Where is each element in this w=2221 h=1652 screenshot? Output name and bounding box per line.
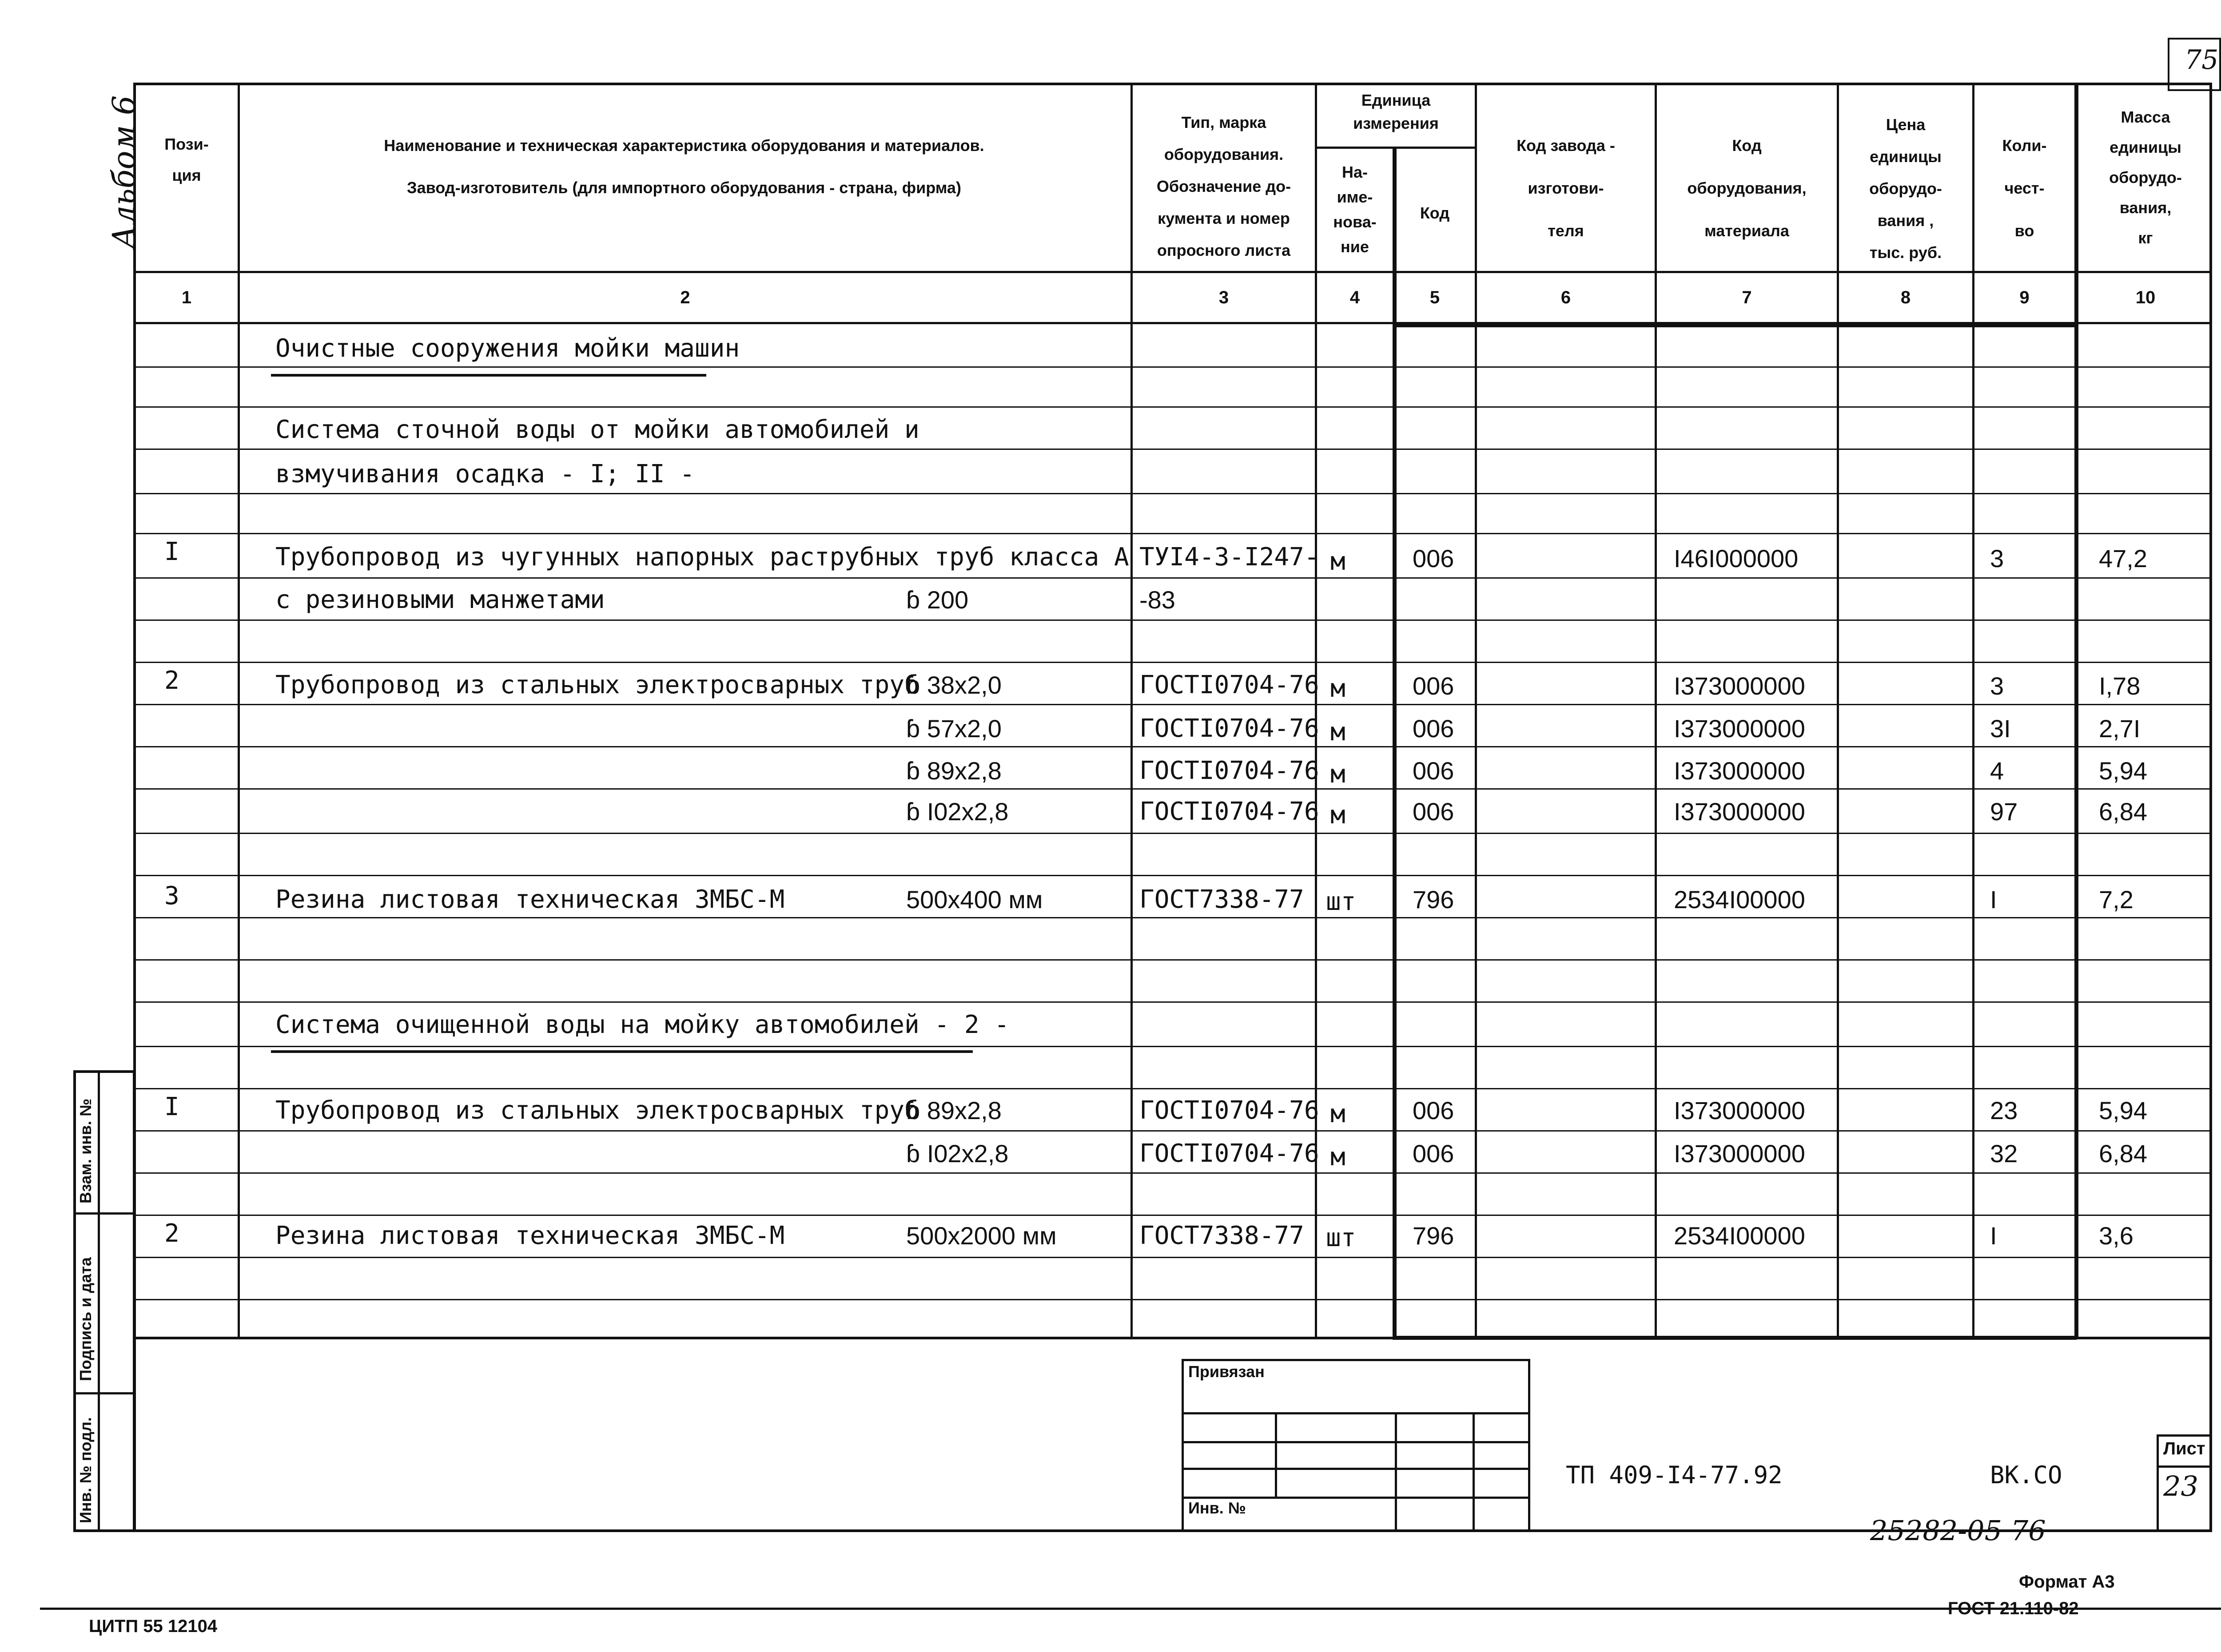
row-qty: 23: [1990, 1096, 2018, 1124]
header-unit-name: На- име- нова- ние: [1333, 163, 1377, 256]
row-code: 796: [1413, 886, 1454, 913]
row-code: 006: [1413, 544, 1454, 572]
row-type: ГОСТI0704-76: [1139, 714, 1319, 743]
header-equip-code: Код оборудования, материала: [1687, 136, 1807, 240]
row-mass: 5,94: [2099, 1096, 2147, 1124]
row-unit: шт: [1326, 1223, 1356, 1252]
col-num-8: 8: [1900, 288, 1911, 307]
row-type: ГОСТ7338-77: [1139, 1221, 1304, 1250]
row-mass: 47,2: [2099, 544, 2147, 572]
side-stamp-signature-date: Подпись и дата: [76, 1257, 95, 1381]
row-type: ГОСТI0704-76: [1139, 1139, 1319, 1168]
format-label: Формат А3: [2019, 1572, 2115, 1592]
col-num-3: 3: [1218, 288, 1229, 307]
row-dim: 500х2000 мм: [906, 1222, 1057, 1250]
row-unit: м: [1330, 801, 1345, 830]
col-num-4: 4: [1349, 288, 1360, 307]
header-name: Наименование и техническая характеристика оборудования и материалов. Завод-изготовитель (для импортного оборудования - страна, фирма): [384, 136, 984, 197]
row-name: Резина листовая техническая ЗМБС-М: [275, 1221, 785, 1250]
row-qty: 4: [1990, 757, 2004, 785]
row-mass: 7,2: [2099, 886, 2133, 913]
row-unit: м: [1330, 1100, 1345, 1128]
row-dim: ɓ I02х2,8: [906, 1140, 1009, 1168]
row-code: 796: [1413, 1222, 1454, 1250]
row-equip: I373000000: [1674, 757, 1805, 785]
section-underline-1: [271, 374, 706, 377]
row-code: 006: [1413, 1096, 1454, 1124]
doc-code: ТП 409-I4-77.92: [1566, 1461, 1783, 1489]
sheet-number: 23: [2163, 1470, 2198, 1502]
row-dim: ɓ 38х2,0: [906, 671, 1002, 699]
title-block-frame: [133, 1337, 2212, 1532]
row-qty: 97: [1990, 798, 2018, 826]
row-name: Трубопровод из чугунных напорных раструбных труб класса А: [275, 543, 1129, 572]
privyazan-label: Привязан: [1188, 1362, 1265, 1381]
row-type: ГОСТI0704-76: [1139, 797, 1319, 826]
row-dim: ɓ 89х2,8: [906, 757, 1002, 785]
section-title-2: Система очищенной воды на мойку автомобилей - 2 -: [275, 1010, 1010, 1039]
side-stamp-replace-inv: Взам. инв. №: [76, 1098, 95, 1203]
header-qty: Коли- чест- во: [2002, 136, 2047, 240]
row-dim: ɓ 89х2,8: [906, 1096, 1002, 1124]
row-unit: м: [1330, 718, 1345, 747]
row-equip: I373000000: [1674, 1096, 1805, 1124]
row-name: Система сточной воды от мойки автомобилей и: [275, 415, 919, 444]
row-qty: 32: [1990, 1140, 2018, 1168]
row-name: Трубопровод из стальных электросварных труб: [275, 671, 919, 699]
col-num-5: 5: [1429, 288, 1440, 307]
col-num-1: 1: [181, 288, 192, 307]
album-label: Альбом 6: [106, 95, 142, 249]
row-code: 006: [1413, 672, 1454, 700]
header-type: Тип, марка оборудования. Обозначение до- кумента и номер опросного листа: [1156, 113, 1291, 259]
col-num-2: 2: [680, 288, 690, 307]
row-equip: 2534I00000: [1674, 1222, 1805, 1250]
row-type: ТУI4-3-I247-: [1139, 543, 1319, 572]
row-mass: I,78: [2099, 672, 2141, 700]
row-qty: I: [1990, 886, 1997, 913]
row-dim: ɓ I02х2,8: [906, 798, 1009, 826]
col-num-9: 9: [2019, 288, 2030, 307]
page-number: 75: [2185, 44, 2219, 75]
row-qty: 3: [1990, 672, 2004, 700]
row-code: 006: [1413, 757, 1454, 785]
row-unit: м: [1330, 760, 1345, 789]
row-code: 006: [1413, 715, 1454, 743]
row-mass: 5,94: [2099, 757, 2147, 785]
row-unit: шт: [1326, 887, 1356, 916]
row-pos: I: [164, 537, 179, 566]
row-type: ГОСТI0704-76: [1139, 1096, 1319, 1125]
header-factory-code: Код завода - изготови- теля: [1516, 136, 1615, 240]
section-title-1: Очистные сооружения мойки машин: [275, 334, 740, 363]
row-equip: I373000000: [1674, 672, 1805, 700]
row-equip: I373000000: [1674, 715, 1805, 743]
row-mass: 6,84: [2099, 798, 2147, 826]
row-dim: 500х400 мм: [906, 886, 1043, 913]
sheet-code: ВК.СО: [1990, 1461, 2062, 1489]
row-mass: 2,7I: [2099, 715, 2141, 743]
section-underline-2: [271, 1050, 973, 1053]
gost-label: ГОСТ 21.110-82: [1948, 1599, 2079, 1618]
handwritten-number: 25282-05 76: [1870, 1514, 2046, 1547]
row-pos: 3: [164, 882, 179, 910]
row-code: 006: [1413, 1140, 1454, 1168]
row-equip: I373000000: [1674, 1140, 1805, 1168]
row-equip: I46I000000: [1674, 544, 1799, 572]
col-num-7: 7: [1742, 288, 1752, 307]
inv-no-label: Инв. №: [1188, 1499, 1246, 1517]
header-unit-code: Код: [1420, 204, 1450, 222]
col-num-6: 6: [1560, 288, 1571, 307]
col-num-10: 10: [2135, 288, 2156, 307]
side-stamp-orig-inv: Инв. № подл.: [76, 1417, 95, 1523]
row-code: 006: [1413, 798, 1454, 826]
row-dim: ɓ 57х2,0: [906, 715, 1002, 743]
row-mass: 6,84: [2099, 1140, 2147, 1168]
sheet-label: Лист: [2163, 1439, 2205, 1458]
row-equip: 2534I00000: [1674, 886, 1805, 913]
header-pos: Пози- ция: [164, 135, 209, 184]
row-name: с резиновыми манжетами: [275, 585, 605, 614]
row-qty: 3: [1990, 544, 2004, 572]
header-mass: Масса единицы оборудо- вания, кг: [2109, 108, 2182, 247]
row-equip: I373000000: [1674, 798, 1805, 826]
header-unit-group: Единица измерения: [1353, 91, 1439, 132]
row-pos: I: [164, 1092, 179, 1121]
row-qty: I: [1990, 1222, 1997, 1250]
row-qty: 3I: [1990, 715, 2011, 743]
row-pos: 2: [164, 666, 179, 695]
row-name: взмучивания осадка - I; II -: [275, 460, 695, 488]
row-unit: м: [1330, 547, 1345, 576]
row-type: ГОСТ7338-77: [1139, 885, 1304, 914]
header-price: Цена единицы оборудо- вания , тыс. руб.: [1869, 115, 1942, 262]
row-unit: м: [1330, 1143, 1345, 1171]
row-name: Трубопровод из стальных электросварных труб: [275, 1096, 919, 1125]
row-unit: м: [1330, 674, 1345, 703]
row-type: ГОСТI0704-76: [1139, 756, 1319, 785]
row-mass: 3,6: [2099, 1222, 2133, 1250]
row-type: -83: [1139, 586, 1175, 614]
row-name: Резина листовая техническая ЗМБС-М: [275, 885, 785, 914]
printer-label: ЦИТП 55 12104: [89, 1616, 218, 1636]
row-pos: 2: [164, 1219, 179, 1248]
row-type: ГОСТI0704-76: [1139, 671, 1319, 699]
row-dim: ɓ 200: [906, 586, 969, 614]
